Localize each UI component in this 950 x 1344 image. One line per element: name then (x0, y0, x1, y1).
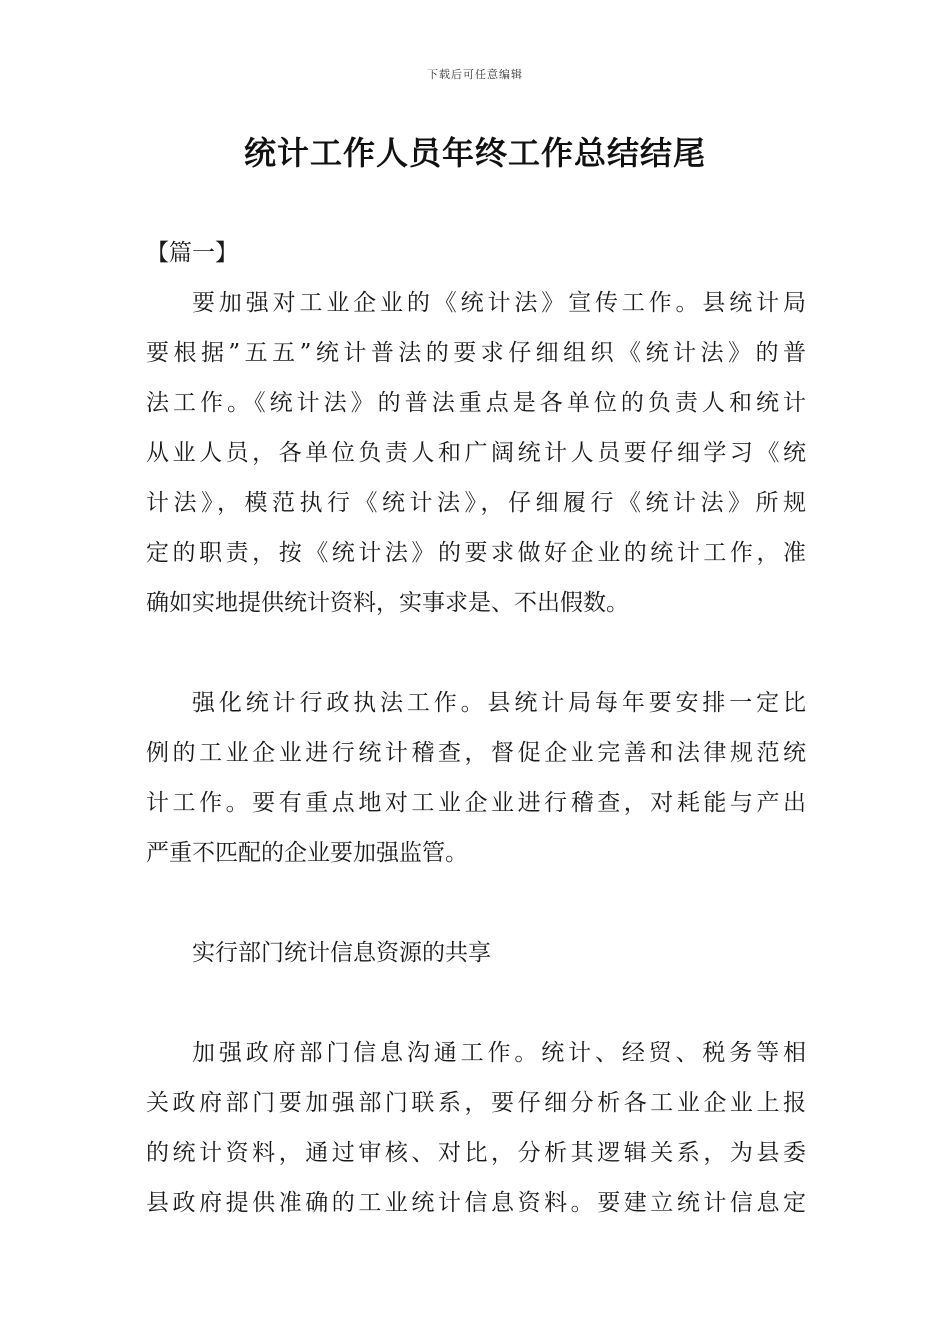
paragraph-line: 计工作。要有重点地对工业企业进行稽查，对耗能与产出 (146, 790, 806, 816)
paragraph-gap (146, 878, 806, 928)
paragraph-line: 严重不匹配的企业要加强监管。 (146, 840, 468, 866)
paragraph-line: 加强政府部门信息沟通工作。统计、经贸、税务等相 (192, 1040, 806, 1066)
document-title: 统计工作人员年终工作总结结尾 (243, 134, 706, 172)
subheading: 实行部门统计信息资源的共享 (192, 940, 491, 966)
document-body (146, 228, 806, 1228)
paragraph-line: 要加强对工业企业的《统计法》宣传工作。县统计局 (192, 290, 806, 316)
paragraph-line: 从业人员，各单位负责人和广阔统计人员要仔细学习《统 (146, 440, 806, 466)
paragraph-line: 确如实地提供统计资料，实事求是、不出假数。 (146, 590, 629, 616)
paragraph-line: 县政府提供准确的工业统计信息资料。要建立统计信息定 (146, 1190, 806, 1216)
paragraph-line: 法工作。《统计法》的普法重点是各单位的负责人和统计 (146, 390, 806, 416)
paragraph-1 (146, 278, 806, 628)
paragraph-line: 例的工业企业进行统计稽查，督促企业完善和法律规范统 (146, 740, 806, 766)
paragraph-line: 强化统计行政执法工作。县统计局每年要安排一定比 (192, 690, 806, 716)
paragraph-3 (146, 1028, 806, 1228)
paragraph-line: 要根据”五五”统计普法的要求仔细组织《统计法》的普 (146, 340, 806, 366)
paragraph-line: 计法》，模范执行《统计法》，仔细履行《统计法》所规 (146, 490, 806, 516)
paragraph-line: 关政府部门要加强部门联系，要仔细分析各工业企业上报 (146, 1090, 806, 1116)
section-label: 【篇一】 (146, 240, 238, 266)
paragraph-gap (146, 978, 806, 1028)
paragraph-line: 的统计资料，通过审核、对比，分析其逻辑关系，为县委 (146, 1140, 806, 1166)
paragraph-line: 定的职责，按《统计法》的要求做好企业的统计工作，准 (146, 540, 806, 566)
paragraph-gap (146, 628, 806, 678)
header-note: 下载后可任意编辑 (427, 68, 523, 81)
paragraph-2 (146, 678, 806, 878)
